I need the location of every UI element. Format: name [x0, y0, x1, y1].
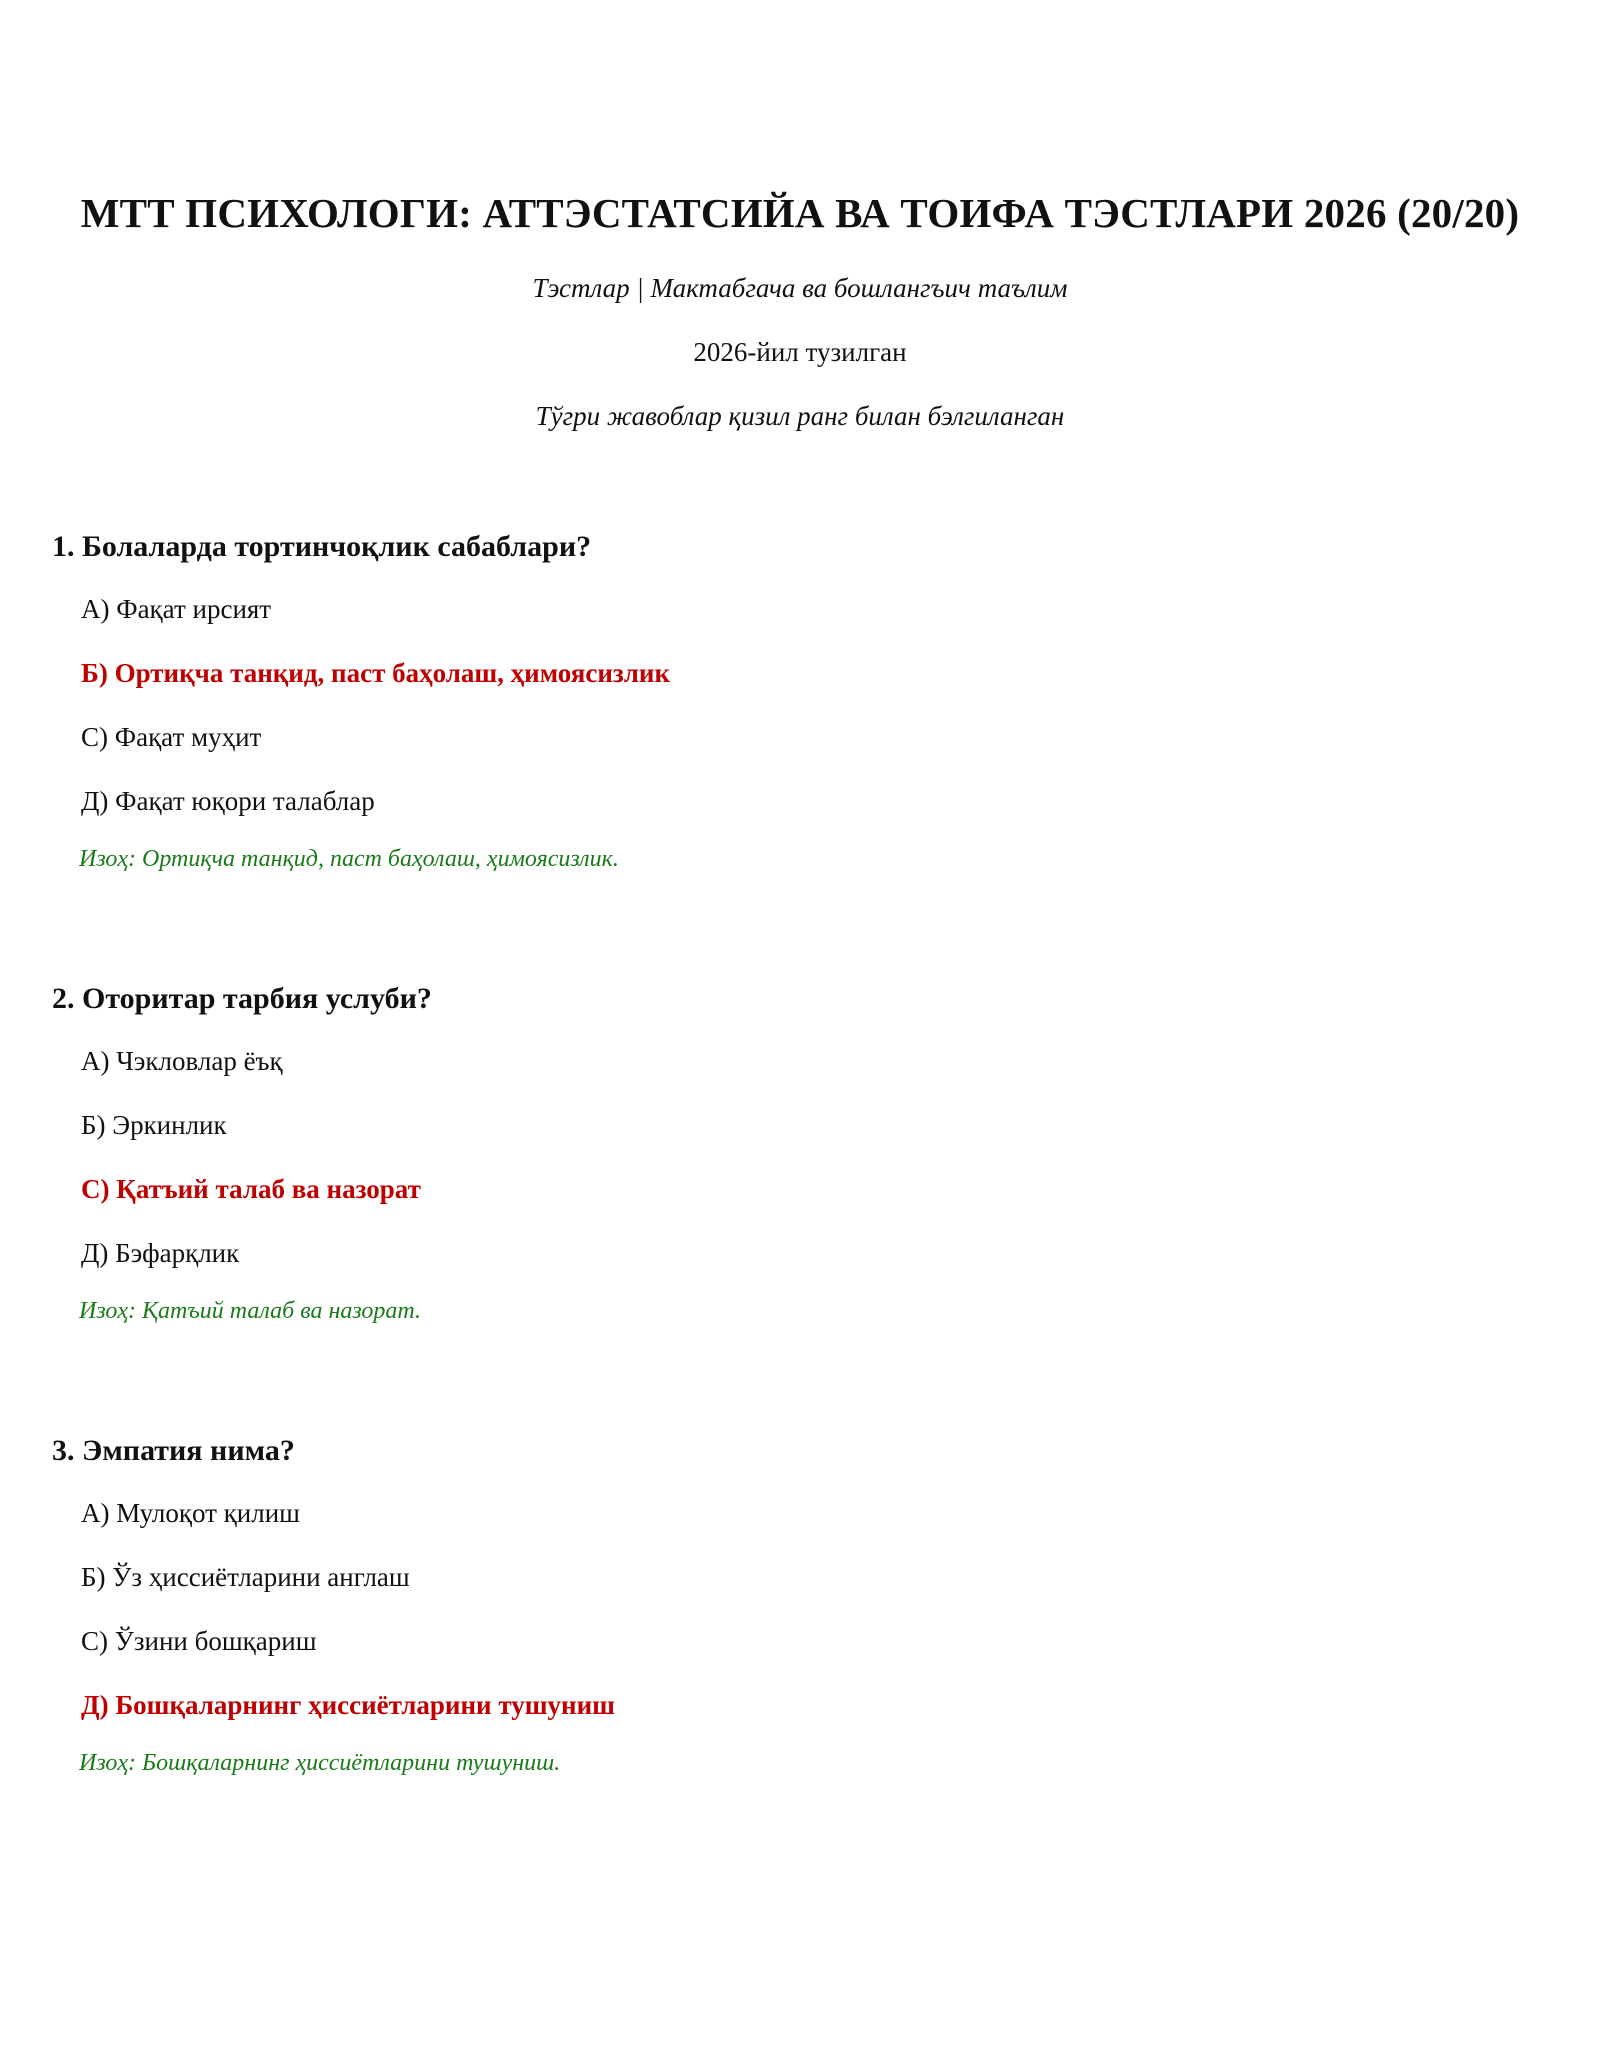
question-1 [52, 527, 1552, 875]
answer-options [52, 591, 1552, 819]
answer-legend-note: Тўгри жавоблар қизил ранг билан бэлгиланган [535, 401, 1065, 431]
explanation-note: Изоҳ: Бошқаларнинг ҳиссиётларини тушуниш. [79, 1750, 561, 1776]
answer-option-c-correct: С) Қатъий талаб ва назорат [81, 1174, 421, 1204]
answer-option-a: А) Чэкловлар ёъқ [81, 1046, 283, 1076]
question-title: 3. Эмпатия нима? [52, 1434, 295, 1467]
answer-option-d: Д) Бэфарқлик [81, 1238, 240, 1268]
document-year-line: 2026-йил тузилган [693, 337, 907, 367]
answer-option-c: С) Фақат муҳит [81, 722, 262, 752]
answer-option-c: С) Ўзини бошқариш [81, 1626, 317, 1656]
explanation-note: Изоҳ: Қатъий талаб ва назорат. [79, 1298, 422, 1324]
answer-options [52, 1495, 1552, 1723]
answer-option-b: Б) Эркинлик [81, 1110, 227, 1140]
question-2 [52, 979, 1552, 1327]
question-title: 2. Оторитар тарбия услуби? [52, 982, 432, 1015]
answer-option-b-correct: Б) Ортиқча танқид, паст баҳолаш, ҳимоясизлик [81, 658, 671, 688]
answer-option-d: Д) Фақат юқори талаблар [81, 786, 375, 816]
explanation-note: Изоҳ: Ортиқча танқид, паст баҳолаш, ҳимоясизлик. [79, 846, 619, 872]
document-subtitle: Тэстлар | Мактабгача ва бошлангъич таълим [532, 273, 1068, 303]
document-title: МТТ ПСИХОЛОГИ: АТТЭСТАТСИЙА ВА ТОИФА ТЭСТЛАРИ 2026 (20/20) [80, 190, 1520, 236]
answer-option-d-correct: Д) Бошқаларнинг ҳиссиётларини тушуниш [81, 1690, 615, 1720]
question-3 [52, 1431, 1552, 1779]
answer-option-b: Б) Ўз ҳиссиётларини англаш [81, 1562, 410, 1592]
answer-option-a: А) Мулоқот қилиш [81, 1498, 300, 1528]
question-title: 1. Болаларда тортинчоқлик сабаблари? [52, 530, 592, 563]
answer-options [52, 1043, 1552, 1271]
answer-option-a: А) Фақат ирсият [81, 594, 272, 624]
